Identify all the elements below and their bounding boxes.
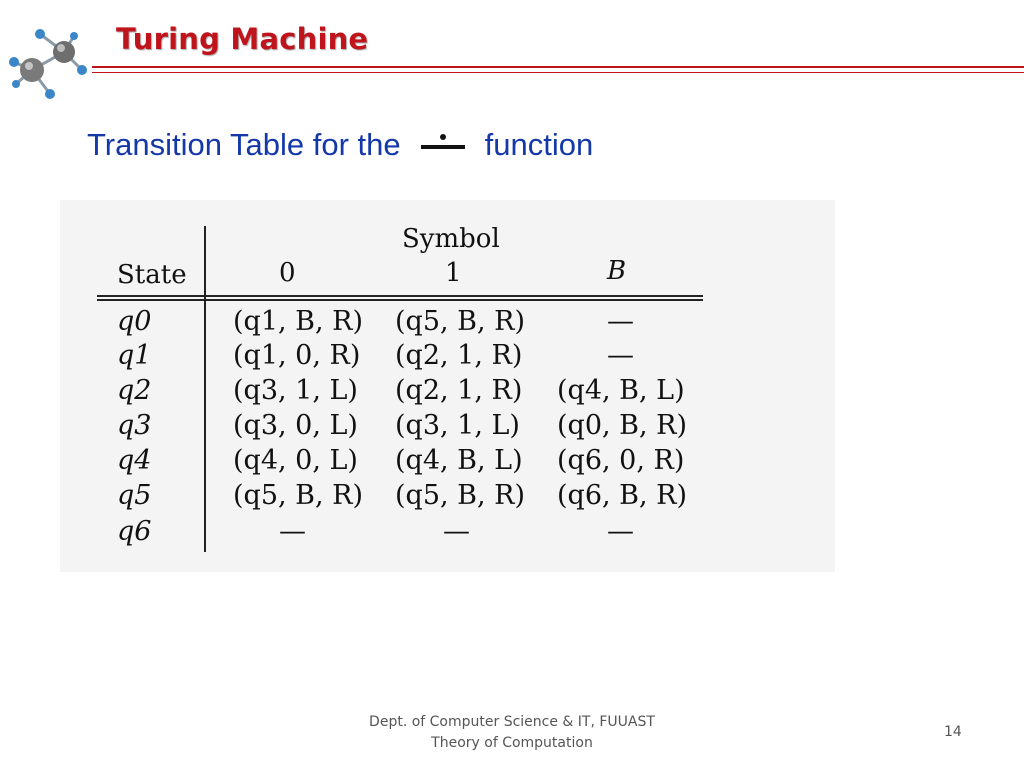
table-cell: (q4, B, L) — [395, 445, 523, 476]
table-cell: — — [607, 306, 634, 337]
table-cell: (q2, 1, R) — [395, 375, 523, 406]
table-divider-horizontal-thin — [97, 299, 703, 301]
molecule-logo-icon — [2, 22, 92, 102]
table-cell: (q5, B, R) — [233, 480, 364, 511]
table-cell: — — [279, 516, 306, 547]
subtitle-before: Transition Table for the — [87, 127, 401, 162]
table-cell: (q3, 1, L) — [395, 410, 520, 441]
column-header-b: B — [607, 256, 627, 286]
title-rule — [92, 66, 1024, 68]
table-cell: (q3, 0, L) — [233, 410, 358, 441]
state-cell: q3 — [117, 410, 152, 441]
table-cell: (q0, B, R) — [557, 410, 688, 441]
slide-title: Turing Machine — [116, 22, 369, 56]
state-cell: q6 — [117, 516, 152, 547]
table-cell: (q4, B, L) — [557, 375, 685, 406]
title-rule-thin — [92, 72, 1024, 73]
page-number: 14 — [944, 724, 962, 740]
table-divider-vertical — [204, 226, 206, 552]
table-cell: — — [607, 340, 634, 371]
footer-department: Dept. of Computer Science & IT, FUUAST — [369, 714, 655, 730]
table-cell: (q4, 0, L) — [233, 445, 358, 476]
monus-operator-icon — [419, 129, 467, 165]
subtitle-after: function — [484, 127, 594, 162]
state-cell: q1 — [117, 340, 152, 371]
footer-course: Theory of Computation — [431, 735, 593, 751]
transition-table — [95, 222, 705, 557]
state-header: State — [117, 260, 187, 290]
column-header-0: 0 — [279, 258, 296, 288]
column-header-1: 1 — [445, 258, 462, 288]
state-cell: q0 — [117, 306, 152, 337]
table-cell: — — [443, 516, 470, 547]
table-cell: (q1, B, R) — [233, 306, 364, 337]
table-cell: (q6, B, R) — [557, 480, 688, 511]
table-cell: (q5, B, R) — [395, 480, 526, 511]
footer — [360, 712, 664, 754]
state-cell: q2 — [117, 375, 152, 406]
slide-subtitle — [87, 127, 593, 163]
symbol-header: Symbol — [402, 224, 500, 254]
table-divider-horizontal — [97, 295, 703, 297]
table-cell: — — [607, 516, 634, 547]
table-cell: (q5, B, R) — [395, 306, 526, 337]
table-cell: (q2, 1, R) — [395, 340, 523, 371]
state-cell: q5 — [117, 480, 152, 511]
table-cell: (q3, 1, L) — [233, 375, 358, 406]
table-cell: (q1, 0, R) — [233, 340, 361, 371]
table-cell: (q6, 0, R) — [557, 445, 685, 476]
state-cell: q4 — [117, 445, 152, 476]
